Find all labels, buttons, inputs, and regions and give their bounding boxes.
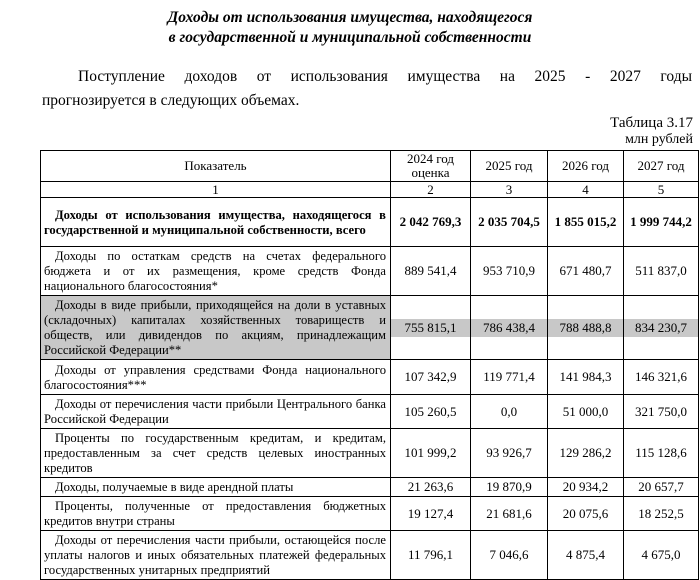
value-cell: 2 042 769,3 xyxy=(391,198,471,247)
row-label-cell: Доходы по остаткам средств на счетах федерального бюджета и от их размещения, кроме средств Фонда национального благосостояния* xyxy=(41,247,391,296)
table-row xyxy=(41,198,699,247)
row-label-cell: Доходы от управления средствами Фонда национального благосостояния*** xyxy=(41,360,391,395)
value-cell: 321 750,0 xyxy=(624,395,699,429)
table-row xyxy=(41,247,699,296)
document-title-line2: в государственной и муниципальной собственности xyxy=(168,29,532,46)
row-label-cell: Проценты по государственным кредитам, и кредитам, предоставленным за счет средств целевых иностранных кредитов xyxy=(41,429,391,478)
value-cell: 953 710,9 xyxy=(471,247,548,296)
column-number-row xyxy=(41,182,699,198)
row-label-cell: Проценты, полученные от предоставления бюджетных кредитов внутри страны xyxy=(41,497,391,531)
table-row xyxy=(41,395,699,429)
table-caption: Таблица 3.17 xyxy=(610,115,693,131)
value-cell: 788 488,8 xyxy=(548,296,624,360)
value-cell: 7 046,6 xyxy=(471,531,548,580)
value-cell: 20 075,6 xyxy=(548,497,624,531)
value-cell: 834 230,7 xyxy=(624,296,699,360)
header-cell-year: 2025 год xyxy=(471,151,548,182)
table-row xyxy=(41,296,699,360)
value-cell: 671 480,7 xyxy=(548,247,624,296)
value-cell: 1 999 744,2 xyxy=(624,198,699,247)
value-cell: 19 127,4 xyxy=(391,497,471,531)
row-label-cell: Доходы, получаемые в виде арендной платы xyxy=(41,478,391,497)
value-cell: 51 000,0 xyxy=(548,395,624,429)
value-cell: 119 771,4 xyxy=(471,360,548,395)
column-number-cell: 3 xyxy=(471,182,548,198)
value-cell: 129 286,2 xyxy=(548,429,624,478)
table-row xyxy=(41,429,699,478)
row-label-cell: Доходы в виде прибыли, приходящейся на доли в уставных (складочных) капиталах хозяйственных товариществ и обществ, или дивидендов по акциям, принадлежащим Российской Федерации** xyxy=(41,296,391,360)
header-row xyxy=(41,151,699,182)
header-cell-year: 2026 год xyxy=(548,151,624,182)
value-cell: 4 675,0 xyxy=(624,531,699,580)
column-number-cell: 2 xyxy=(391,182,471,198)
document-title-line1: Доходы от использования имущества, находящегося xyxy=(167,9,533,26)
column-number-cell: 5 xyxy=(624,182,699,198)
column-number-cell: 1 xyxy=(41,182,391,198)
value-cell: 2 035 704,5 xyxy=(471,198,548,247)
value-cell: 141 984,3 xyxy=(548,360,624,395)
row-label-cell: Доходы от перечисления части прибыли Центрального банка Российской Федерации xyxy=(41,395,391,429)
value-cell: 1 855 015,2 xyxy=(548,198,624,247)
row-label-cell: Доходы от использования имущества, находящегося в государственной и муниципальной собственности, всего xyxy=(41,198,391,247)
value-cell: 20 657,7 xyxy=(624,478,699,497)
value-cell: 146 321,6 xyxy=(624,360,699,395)
header-cell-year: 2027 год xyxy=(624,151,699,182)
value-cell: 101 999,2 xyxy=(391,429,471,478)
header-cell-indicator: Показатель xyxy=(41,151,391,182)
value-cell: 19 870,9 xyxy=(471,478,548,497)
row-label-cell: Доходы от перечисления части прибыли, остающейся после уплаты налогов и иных обязательных платежей федеральных государственных унитарных предприятий xyxy=(41,531,391,580)
header-cell-year: 2024 год оценка xyxy=(391,151,471,182)
value-cell: 105 260,5 xyxy=(391,395,471,429)
value-cell: 511 837,0 xyxy=(624,247,699,296)
value-cell: 4 875,4 xyxy=(548,531,624,580)
value-cell: 18 252,5 xyxy=(624,497,699,531)
income-table xyxy=(40,150,699,580)
document-title xyxy=(0,0,700,48)
table-head xyxy=(41,151,699,198)
value-cell: 11 796,1 xyxy=(391,531,471,580)
value-cell: 21 681,6 xyxy=(471,497,548,531)
intro-paragraph-line2: прогнозируется в следующих объемах. xyxy=(42,92,300,109)
table-row xyxy=(41,360,699,395)
table-row xyxy=(41,478,699,497)
table-row xyxy=(41,497,699,531)
intro-paragraph xyxy=(42,65,692,113)
value-cell: 20 934,2 xyxy=(548,478,624,497)
value-cell: 21 263,6 xyxy=(391,478,471,497)
value-cell: 786 438,4 xyxy=(471,296,548,360)
value-cell: 107 342,9 xyxy=(391,360,471,395)
table-row xyxy=(41,531,699,580)
column-number-cell: 4 xyxy=(548,182,624,198)
value-cell: 755 815,1 xyxy=(391,296,471,360)
table-body xyxy=(41,198,699,580)
units-label: млн рублей xyxy=(625,132,693,147)
intro-paragraph-line1: Поступление доходов от использования имущества на 2025 - 2027 годы xyxy=(78,68,692,85)
value-cell: 115 128,6 xyxy=(624,429,699,478)
value-cell: 93 926,7 xyxy=(471,429,548,478)
value-cell: 889 541,4 xyxy=(391,247,471,296)
value-cell: 0,0 xyxy=(471,395,548,429)
